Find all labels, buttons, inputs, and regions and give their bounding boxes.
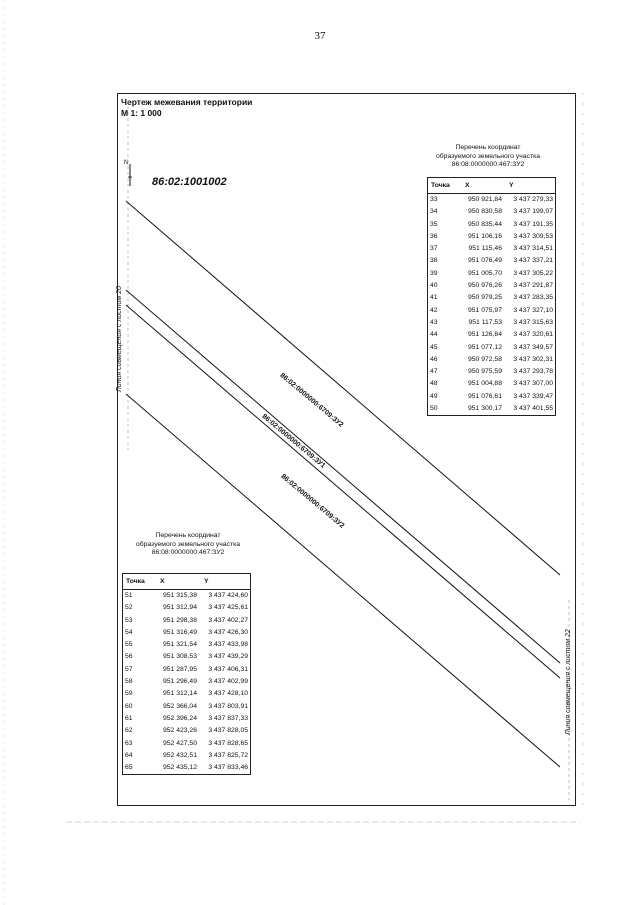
point-number: 52 <box>125 604 133 612</box>
header-x: X <box>157 574 201 590</box>
table-row <box>123 701 251 713</box>
page-number: 37 <box>314 30 326 42</box>
table-row <box>428 231 556 243</box>
coord-y: 3 437 291,87 <box>513 282 553 290</box>
table-row <box>428 219 556 231</box>
coordinates-table-bottom <box>122 573 251 775</box>
parcel-label-zu2-upper: 86:02:0000000:6709:ЗУ2 <box>278 372 345 429</box>
point-number: 42 <box>430 306 438 314</box>
header-point: Точка <box>123 574 158 590</box>
point-number: 56 <box>125 653 133 661</box>
coord-x: 952 432,51 <box>162 751 197 759</box>
coord-x: 951 115,46 <box>468 245 502 253</box>
table-bottom-caption <box>126 532 250 558</box>
point-number: 54 <box>125 628 133 636</box>
match-line-left-label: Линия совмещения с листом 20 <box>116 286 123 392</box>
table-row <box>428 206 556 218</box>
coord-y: 3 437 828,05 <box>208 727 248 735</box>
coord-y: 3 437 307,00 <box>513 380 553 388</box>
point-number: 49 <box>430 392 438 400</box>
coord-y: 3 437 199,07 <box>513 208 553 216</box>
coord-y: 3 437 293,78 <box>513 368 553 376</box>
table-row <box>123 651 251 663</box>
drawing-title-text: Чертеж межевания территории <box>121 97 253 107</box>
table-row <box>123 713 251 725</box>
drawing-scale: М 1: 1 000 <box>121 108 162 118</box>
coord-x: 950 921,84 <box>467 196 502 203</box>
coord-x: 950 975,59 <box>467 368 502 376</box>
coord-y: 3 437 402,99 <box>208 678 248 686</box>
point-number: 64 <box>125 751 133 759</box>
table-row <box>428 317 556 329</box>
coord-x: 951 300,17 <box>467 405 502 413</box>
table-row <box>428 280 556 292</box>
table-row <box>428 329 556 341</box>
coord-x: 951 076,49 <box>467 257 502 265</box>
match-line-right-label: Линия совмещения с листом 22 <box>565 629 572 735</box>
coord-y: 3 437 833,46 <box>208 764 248 772</box>
table-header-row <box>428 178 556 194</box>
table-row <box>428 194 556 207</box>
coord-x: 951 106,16 <box>467 232 502 240</box>
coord-x: 951 321,54 <box>162 641 197 649</box>
point-number: 40 <box>430 282 438 290</box>
coord-y: 3 437 191,35 <box>513 220 553 228</box>
coord-x: 951 316,49 <box>162 628 197 636</box>
coord-x: 951 004,88 <box>467 380 502 388</box>
table-row <box>428 255 556 267</box>
coord-x: 951 076,61 <box>467 392 502 400</box>
table-row <box>428 268 556 280</box>
coord-y: 3 437 339,47 <box>513 392 553 400</box>
table-row <box>428 366 556 378</box>
coord-y: 3 437 837,33 <box>208 714 248 722</box>
coord-y: 3 437 828,65 <box>208 739 248 747</box>
table-row <box>123 725 251 737</box>
table-top-caption-line2: образуемого земельного участка <box>436 152 540 160</box>
table-row <box>428 354 556 366</box>
point-number: 65 <box>125 764 133 772</box>
table-row <box>428 342 556 354</box>
coord-y: 3 437 402,27 <box>208 616 248 624</box>
coord-x: 950 830,58 <box>467 208 502 216</box>
coord-y: 3 437 327,10 <box>513 306 553 314</box>
point-number: 37 <box>430 245 438 253</box>
table-row <box>123 676 251 688</box>
point-number: 53 <box>125 616 133 624</box>
point-number: 61 <box>125 714 133 722</box>
point-number: 43 <box>430 318 438 326</box>
point-number: 33 <box>430 196 438 203</box>
point-number: 38 <box>430 257 438 265</box>
point-number: 41 <box>430 294 438 302</box>
coord-x: 951 077,12 <box>467 343 502 351</box>
cadastral-block-number: 86:02:1001002 <box>152 176 227 188</box>
coord-y: 3 437 305,22 <box>513 269 553 277</box>
table-row <box>428 292 556 304</box>
header-y: Y <box>506 178 556 194</box>
table-row <box>428 243 556 255</box>
point-number: 51 <box>125 592 133 599</box>
coord-y: 3 437 433,98 <box>208 641 248 649</box>
table-bottom-caption-line3: 86:08:0000000:467:ЗУ2 <box>151 549 225 556</box>
coordinates-table-top <box>427 177 556 416</box>
header-y: Y <box>201 574 251 590</box>
coord-y: 3 437 315,63 <box>513 318 553 326</box>
point-number: 58 <box>125 678 133 686</box>
coord-y: 3 437 302,31 <box>513 355 553 363</box>
point-number: 60 <box>125 702 133 710</box>
coord-y: 3 437 439,29 <box>208 653 248 661</box>
table-row <box>428 378 556 390</box>
point-number: 39 <box>430 269 438 277</box>
table-top-caption-line1: Перечень координат <box>455 144 521 151</box>
point-number: 44 <box>430 331 438 339</box>
table-row <box>123 602 251 614</box>
table-row <box>428 305 556 317</box>
coord-y: 3 437 320,61 <box>513 331 553 339</box>
table-row <box>123 664 251 676</box>
coord-x: 950 976,26 <box>467 282 502 290</box>
point-number: 34 <box>430 208 438 216</box>
coord-y: 3 437 401,55 <box>513 405 553 413</box>
table-row <box>123 762 251 775</box>
header-x: X <box>462 178 506 194</box>
coord-y: 3 437 425,61 <box>208 604 248 612</box>
table-row <box>123 639 251 651</box>
table-row <box>123 615 251 627</box>
coord-y: 3 437 283,35 <box>513 294 553 302</box>
coord-y: 3 437 424,60 <box>208 592 248 599</box>
table-row <box>123 738 251 750</box>
coord-x: 951 296,49 <box>162 678 197 686</box>
coord-x: 952 423,26 <box>162 727 197 735</box>
coord-x: 952 366,04 <box>162 702 197 710</box>
coord-x: 951 308,53 <box>162 653 197 661</box>
coord-y: 3 437 349,57 <box>513 343 553 351</box>
table-row <box>428 391 556 403</box>
table-row <box>123 688 251 700</box>
coord-x: 951 126,84 <box>467 331 502 339</box>
coord-y: 3 437 426,30 <box>208 628 248 636</box>
coord-y: 3 437 309,53 <box>513 232 553 240</box>
point-number: 63 <box>125 739 133 747</box>
coord-x: 951 315,38 <box>162 592 197 599</box>
coord-x: 952 435,12 <box>162 764 197 772</box>
coord-x: 950 979,25 <box>467 294 502 302</box>
coord-y: 3 437 314,51 <box>513 245 553 253</box>
table-top-caption-line3: 86:08:0000000:467:ЗУ2 <box>451 161 525 168</box>
point-number: 62 <box>125 727 133 735</box>
coord-x: 951 005,70 <box>467 269 502 277</box>
coord-y: 3 437 279,33 <box>513 196 553 203</box>
coord-x: 951 117,53 <box>468 318 502 326</box>
point-number: 50 <box>430 405 438 413</box>
point-number: 55 <box>125 641 133 649</box>
point-number: 59 <box>125 690 133 698</box>
coord-y: 3 437 825,72 <box>208 751 248 759</box>
coord-x: 951 075,97 <box>467 306 502 314</box>
coord-x: 951 298,38 <box>162 616 197 624</box>
coord-x: 952 427,50 <box>162 739 197 747</box>
point-number: 46 <box>430 355 438 363</box>
parcel-label-zu1: 86:02:0000000:6709:ЗУ1 <box>260 413 327 470</box>
table-bottom-caption-line1: Перечень координат <box>155 532 221 539</box>
point-number: 48 <box>430 380 438 388</box>
coord-y: 3 437 406,31 <box>208 665 248 673</box>
table-bottom-caption-line2: образуемого земельного участка <box>136 540 240 548</box>
point-number: 35 <box>430 220 438 228</box>
coord-x: 951 312,14 <box>162 690 197 698</box>
parcel-label-zu2-lower: 86:02:0000000:6709:ЗУ2 <box>279 473 346 530</box>
point-number: 36 <box>430 232 438 240</box>
coord-y: 3 437 803,91 <box>208 702 248 710</box>
coord-x: 950 972,58 <box>467 355 502 363</box>
coord-y: 3 437 428,10 <box>208 690 248 698</box>
coord-x: 952 396,24 <box>162 714 197 722</box>
table-row <box>123 627 251 639</box>
coord-y: 3 437 337,21 <box>513 257 553 265</box>
table-header-row <box>123 574 251 590</box>
header-point: Точка <box>428 178 463 194</box>
table-top-caption <box>430 144 546 170</box>
point-number: 47 <box>430 368 438 376</box>
point-number: 57 <box>125 665 133 673</box>
coord-x: 951 312,94 <box>162 604 197 612</box>
coord-x: 951 287,95 <box>162 665 197 673</box>
coord-x: 950 835,44 <box>467 220 502 228</box>
table-row <box>428 403 556 416</box>
north-label: N <box>124 160 129 166</box>
table-row <box>123 590 251 603</box>
point-number: 45 <box>430 343 438 351</box>
table-row <box>123 750 251 762</box>
